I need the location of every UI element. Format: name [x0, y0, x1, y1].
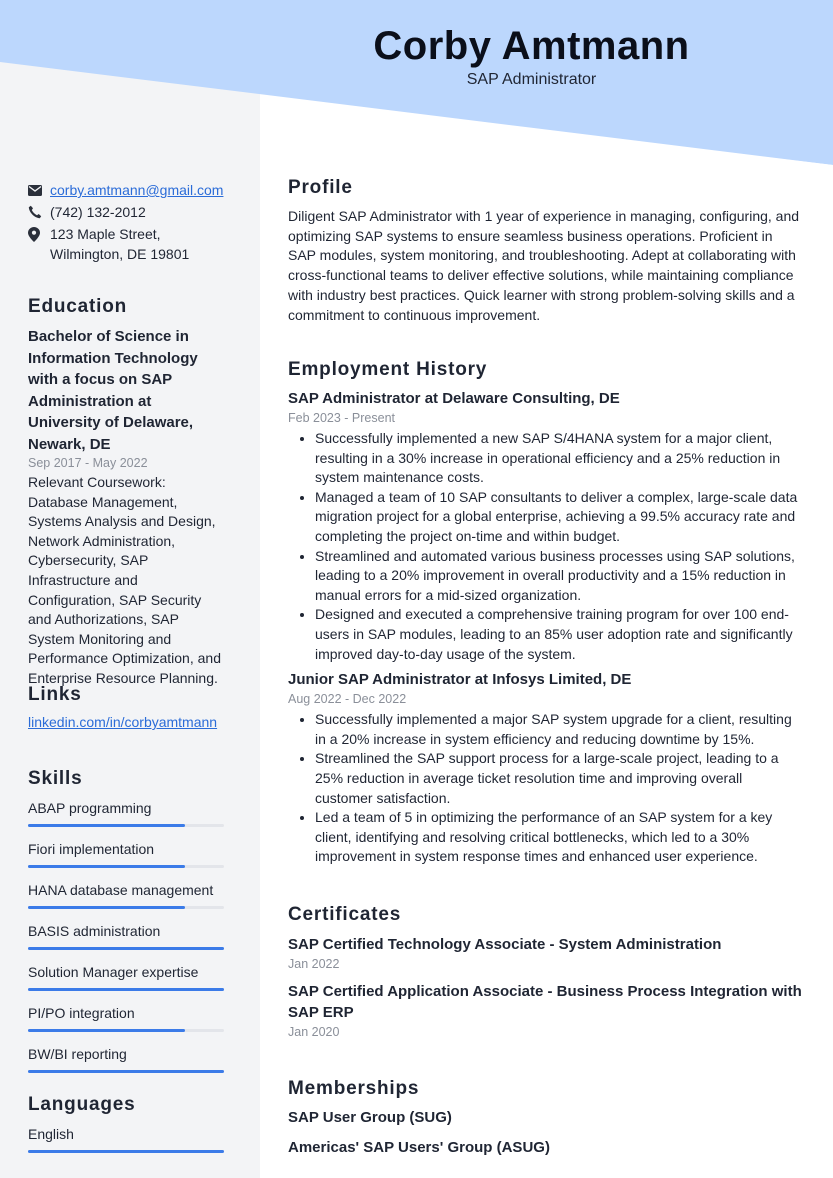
language-item-name: English: [28, 1126, 74, 1142]
languages-list: [28, 1124, 228, 1153]
phone-icon: [28, 202, 50, 222]
skill-item-name: Fiori implementation: [28, 841, 155, 857]
job-dates: Aug 2022 - Dec 2022: [288, 692, 407, 707]
certificates-section: [288, 904, 803, 1041]
skill-item: [28, 880, 228, 909]
membership-item: Americas' SAP Users' Group (ASUG): [288, 1139, 550, 1156]
skill-item-level-fill: [28, 824, 185, 827]
contact-address-row: [28, 224, 228, 264]
skill-item-level-fill: [28, 1070, 224, 1073]
job-title: Junior SAP Administrator at Infosys Limited, DE: [288, 671, 632, 689]
job-bullet: • Streamlined and automated various business processes using SAP solutions, leading to a 20% improvement in overall productivity and a 15% reduction in manual errors for a mid-sized organization.: [315, 547, 803, 606]
candidate-role: SAP Administrator: [466, 71, 597, 88]
resume-header: [260, 24, 833, 89]
job-title: SAP Administrator at Delaware Consulting, DE: [288, 390, 620, 407]
job-entry: [288, 670, 803, 867]
skill-item-level-bar: [28, 824, 224, 827]
skill-item-level-bar: [28, 1029, 224, 1032]
profile-text: Diligent SAP Administrator with 1 year of experience in managing, configuring, and optimizing SAP systems to ensure seamless business operations. Proficient in SAP modules, system monitoring, and troubleshooting. Adept at collaborating with cross-functional teams to deliver effective solutions, while maintaining compliance with industry best practices. Quick learner with strong problem-solving skills and a commitment to continuous improvement.: [288, 208, 800, 323]
skill-item-level-bar: [28, 906, 224, 909]
skill-item-level-bar: [28, 865, 224, 868]
job-bullets: [288, 710, 803, 867]
skill-item-name: PI/PO integration: [28, 1005, 135, 1021]
skill-item-name: BW/BI reporting: [28, 1046, 127, 1062]
skill-item: [28, 798, 228, 827]
certificate-date: Jan 2022: [288, 957, 340, 971]
certificate-date: Jan 2020: [288, 1025, 340, 1039]
skill-item-level-fill: [28, 947, 224, 950]
links-section: [28, 684, 228, 730]
skill-item-level-fill: [28, 1029, 185, 1032]
education-section: [28, 296, 228, 689]
job-bullets: [288, 429, 803, 664]
skill-item-level-bar: [28, 988, 224, 991]
skill-item-name: BASIS administration: [28, 923, 161, 939]
certificate-name: SAP Certified Application Associate - Business Process Integration with SAP ERP: [288, 983, 802, 1021]
envelope-icon: [28, 180, 50, 200]
education-heading: Education: [28, 296, 128, 317]
job-bullet: • Successfully implemented a major SAP system upgrade for a client, resulting in a 20% increase in system efficiency and reducing downtime by 15%.: [315, 710, 803, 749]
profile-heading: Profile: [288, 177, 353, 198]
contact-email-row: [28, 180, 228, 200]
language-item: [28, 1124, 228, 1153]
memberships-heading: Memberships: [288, 1078, 420, 1099]
skill-item-level-bar: [28, 1070, 224, 1073]
language-item-level-fill: [28, 1150, 224, 1153]
job-bullet: • Managed a team of 10 SAP consultants to deliver a complex, large-scale data migration project for a global enterprise, achieving a 99.5% accuracy rate and completing the project on-time and within budget.: [315, 488, 803, 547]
employment-section: [288, 359, 803, 867]
employment-heading: Employment History: [288, 359, 488, 380]
education-dates: Sep 2017 - May 2022: [28, 456, 148, 470]
languages-section: [28, 1094, 228, 1165]
skill-item-level-fill: [28, 988, 224, 991]
skill-item-name: ABAP programming: [28, 800, 152, 816]
links-heading: Links: [28, 684, 82, 705]
languages-heading: Languages: [28, 1094, 136, 1115]
profile-section: [288, 177, 803, 325]
skill-item-level-bar: [28, 947, 224, 950]
job-bullet: • Streamlined the SAP support process for a large-scale project, leading to a 25% reduction in average ticket resolution time and improving overall customer satisfaction.: [315, 749, 803, 808]
skill-item: [28, 921, 228, 950]
education-degree: Bachelor of Science in Information Technology with a focus on SAP Administration at University of Delaware, Newark, DE: [28, 328, 198, 453]
address: [50, 224, 189, 264]
skill-item: [28, 1003, 228, 1032]
skill-item-level-fill: [28, 906, 185, 909]
skill-item: [28, 839, 228, 868]
skill-item: [28, 962, 228, 991]
contact-phone-row: [28, 202, 228, 222]
skill-item-name: HANA database management: [28, 882, 214, 898]
address-line-1: 123 Maple Street,: [50, 226, 161, 242]
job-bullet: • Successfully implemented a new SAP S/4HANA system for a major client, resulting in a 30% increase in operational efficiency and a 25% reduction in system maintenance costs.: [315, 429, 803, 488]
email-link[interactable]: corby.amtmann@gmail.com: [50, 182, 224, 198]
skills-heading: Skills: [28, 768, 83, 789]
certificates-heading: Certificates: [288, 904, 402, 925]
phone-number: (742) 132-2012: [50, 204, 146, 220]
job-dates: Feb 2023 - Present: [288, 411, 396, 425]
map-pin-icon: [28, 224, 50, 244]
certificate-name: SAP Certified Technology Associate - System Administration: [288, 936, 722, 953]
skill-item-level-fill: [28, 865, 185, 868]
job-bullet: • Led a team of 5 in optimizing the performance of an SAP system for a key client, identifying and resolving critical bottlenecks, which led to a 30% improvement in system response times and enhanced user experience.: [315, 808, 803, 867]
memberships-section: [288, 1078, 803, 1158]
skill-item-name: Solution Manager expertise: [28, 964, 199, 980]
candidate-name: Corby Amtmann: [373, 24, 690, 68]
contact-section: [28, 180, 228, 266]
skills-list: [28, 798, 228, 1073]
skills-section: [28, 768, 228, 1085]
membership-item: SAP User Group (SUG): [288, 1109, 452, 1126]
language-item-level-bar: [28, 1150, 224, 1153]
education-coursework: Relevant Coursework: Database Management, Systems Analysis and Design, Network Administration, Cybersecurity, SAP Infrastructure and Configuration, SAP Security and Authorizations, SAP System Monitoring and Performance Optimization, and Enterprise Resource Planning.: [28, 474, 221, 686]
linkedin-link[interactable]: linkedin.com/in/corbyamtmann: [28, 714, 218, 730]
skill-item: [28, 1044, 228, 1073]
job-bullet: • Designed and executed a comprehensive training program for over 100 end-users in SAP modules, leading to an 85% user adoption rate and significantly improved day-to-day usage of the system.: [315, 605, 803, 664]
job-entry: [288, 389, 803, 664]
address-line-2: Wilmington, DE 19801: [50, 246, 190, 262]
